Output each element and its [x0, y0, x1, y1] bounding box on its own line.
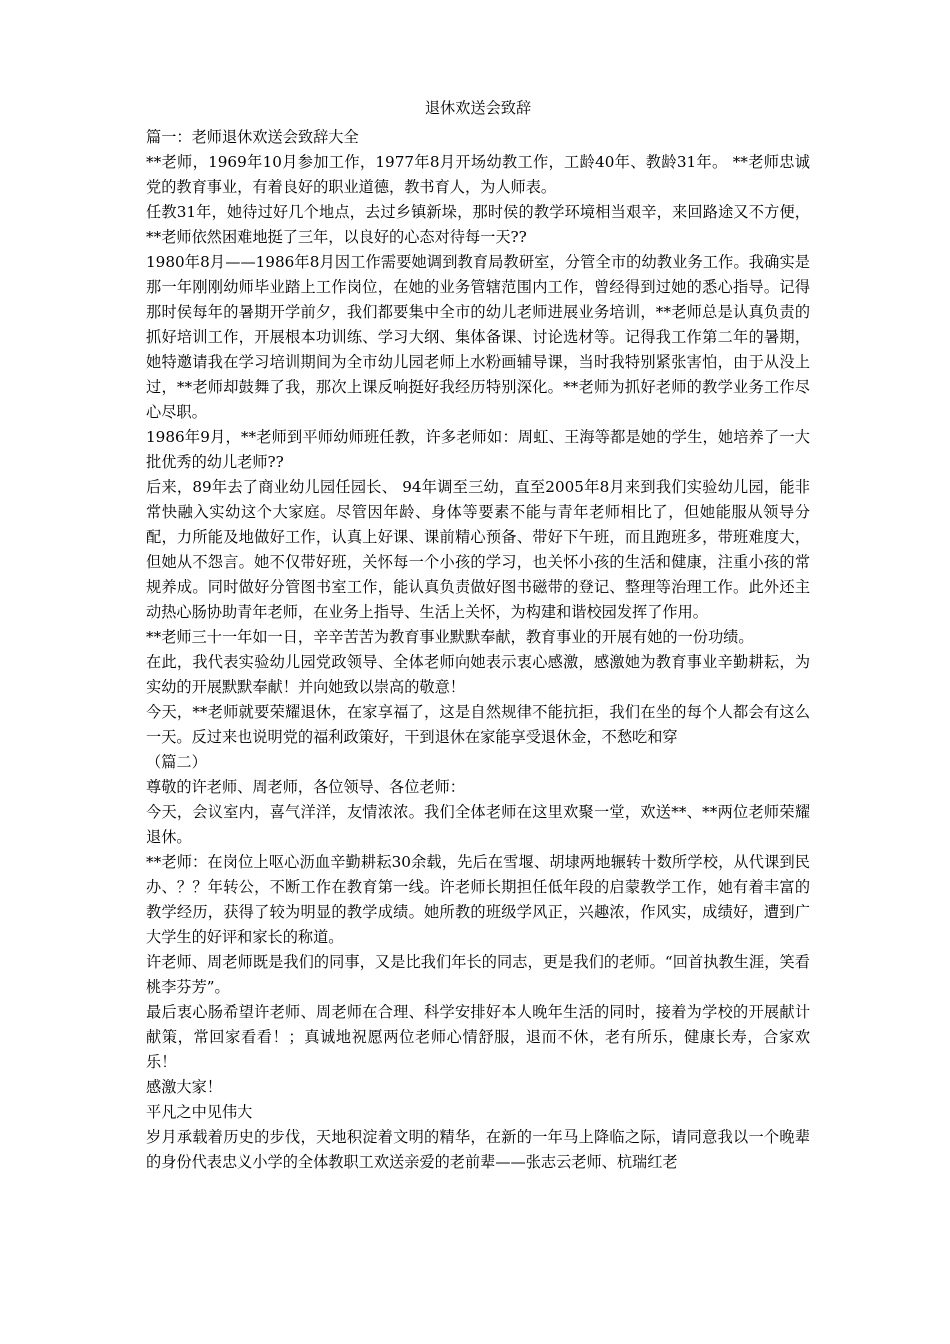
paragraph: 后来，89年去了商业幼儿园任园长、 94年调至三幼，直至2005年8月来到我们实验幼儿园，能非常快融入实幼这个大家庭。尽管因年龄、身体等要素不能与青年老师相比了，但她能服从领导分配，力所能及地做好工作，认真上好课、课前精心预备、带好下午班，而且跑班多，带班难度大，但她从不怨言。她不仅带好班，关怀每一个小孩的学习，也关怀小孩的生活和健康，注重小孩的常规养成。同时做好分管图书室工作，能认真负责做好图书磁带的登记、整理等治理工作。此外还主动热心肠协助青年老师，在业务上指导、生活上关怀，为构建和谐校园发挥了作用。 [146, 478, 810, 621]
section-heading: （篇二） [146, 753, 207, 771]
paragraph: **老师，1969年10月参加工作，1977年8月开场幼教工作，工龄40年、教龄31年。 **老师忠诚党的教育事业，有着良好的职业道德，教书育人，为人师表。 [146, 153, 810, 196]
closing: 感激大家！ [146, 1078, 222, 1096]
paragraph: 今天，会议室内，喜气洋洋，友情浓浓。我们全体老师在这里欢聚一堂，欢送**、**两位老师荣耀退休。 [146, 803, 810, 846]
section-heading: 平凡之中见伟大 [146, 1103, 253, 1121]
paragraph: 在此，我代表实验幼儿园党政领导、全体老师向她表示衷心感激，感激她为教育事业辛勤耕耘，为实幼的开展默默奉献！并向她致以崇高的敬意！ [146, 653, 810, 696]
paragraph: 今天，**老师就要荣耀退休，在家享福了，这是自然规律不能抗拒，我们在坐的每个人都会有这么一天。反过来也说明党的福利政策好，干到退休在家能享受退休金，不愁吃和穿 [146, 703, 810, 746]
paragraph: 1986年9月，**老师到平师幼师班任教，许多老师如：周虹、王海等都是她的学生，她培养了一大批优秀的幼儿老师?? [146, 428, 810, 471]
paragraph: 任教31年，她待过好几个地点，去过乡镇新垛，那时侯的教学环境相当艰辛，来回路途又不方便，**老师依然困难地挺了三年，以良好的心态对待每一天?? [146, 203, 810, 246]
paragraph: 岁月承载着历史的步伐，天地积淀着文明的精华，在新的一年马上降临之际，请同意我以一个晚辈的身份代表忠义小学的全体教职工欢送亲爱的老前辈——张志云老师、杭瑞红老 [146, 1128, 810, 1171]
document-title: 退休欢送会致辞 [424, 99, 532, 117]
document-page [146, 96, 810, 1175]
paragraph: 篇一：老师退休欢送会致辞大全 [146, 128, 359, 146]
document-body [146, 125, 810, 1175]
paragraph: **老师三十一年如一日，辛辛苦苦为教育事业默默奉献，教育事业的开展有她的一份功绩。 [146, 628, 754, 646]
paragraph: **老师：在岗位上呕心沥血辛勤耕耘30余载，先后在雪堰、胡埭两地辗转十数所学校，从代课到民办、？？年转公，不断工作在教育第一线。许老师长期担任低年段的启蒙教学工作，她有着丰富的教学经历，获得了较为明显的教学成绩。她所教的班级学风正，兴趣浓，作风实，成绩好，遭到广大学生的好评和家长的称道。 [146, 853, 810, 946]
paragraph: 最后衷心肠希望许老师、周老师在合理、科学安排好本人晚年生活的同时，接着为学校的开展献计献策，常回家看看！；真诚地祝愿两位老师心情舒服，退而不休，老有所乐，健康长寿，合家欢乐！ [146, 1003, 810, 1071]
paragraph: 1980年8月——1986年8月因工作需要她调到教育局教研室，分管全市的幼教业务工作。我确实是那一年刚刚幼师毕业踏上工作岗位，在她的业务管辖范围内工作，曾经得到过她的悉心指导。记得那时侯每年的暑期开学前夕，我们都要集中全市的幼儿老师进展业务培训，**老师总是认真负责的抓好培训工作，开展根本功训练、学习大纲、集体备课、讨论选材等。记得我工作第二年的暑期，她特邀请我在学习培训期间为全市幼儿园老师上水粉画辅导课，当时我特别紧张害怕，由于从没上过，**老师却鼓舞了我，那次上课反响挺好我经历特别深化。**老师为抓好老师的教学业务工作尽心尽职。 [146, 253, 810, 421]
salutation: 尊敬的许老师、周老师，各位领导、各位老师： [146, 778, 465, 796]
paragraph: 许老师、周老师既是我们的同事，又是比我们年长的同志，更是我们的老师。“回首执教生涯，笑看桃李芬芳”。 [146, 953, 810, 996]
